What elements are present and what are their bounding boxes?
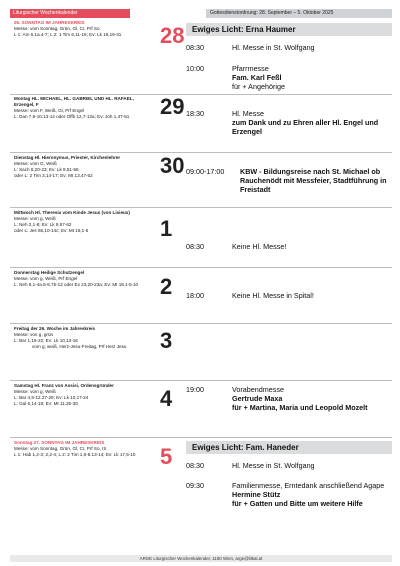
- liturgy-line: oder L: 2 Tim 3,14-17; Ev: Mt 13,47-52: [14, 173, 93, 178]
- day-liturgy-6: [14, 383, 154, 407]
- liturgy-line: L 1: Am 6,1a.4-7; L 2: 1 Tim 6,11-16; Ev: Lk 16,19-31: [14, 32, 122, 37]
- divider: [10, 380, 392, 381]
- eternal-light-banner: [186, 441, 392, 454]
- liturgy-line: Messe: von g, grün: [14, 332, 54, 337]
- eternal-light-text: Ewiges Licht: Erna Haumer: [192, 25, 296, 34]
- liturgy-line: L: Bar 4,5-12.27-29; Ev: Lk 10,17-24: [14, 395, 89, 400]
- liturgy-title: Sonntag 27. SONNTAG IM JAHRESKREIS: [14, 440, 105, 445]
- event-time: 18:00: [186, 291, 204, 300]
- liturgy-title: Donnerstag Heilige Schutzengel: [14, 270, 85, 275]
- liturgy-line: L: Neh 2,1-8; Ev: Lk 9,57-62: [14, 222, 72, 227]
- day-number: 5: [160, 444, 173, 469]
- event-time: 19:00: [186, 385, 204, 394]
- liturgy-line: Messe: vom g, Weiß: [14, 389, 56, 394]
- event-time: 08:30: [186, 461, 204, 470]
- event-text: Hermine Stütz: [232, 490, 281, 500]
- day-liturgy-4: [14, 270, 154, 288]
- liturgy-line: L 1: Hab 1,2-3; 2,2-4; L 2: 2 Tim 1,6-8.13-14; Ev: Lk 17,5-10: [14, 452, 136, 457]
- event-text: Pfarrmesse: [232, 64, 269, 73]
- day-number: 4: [160, 386, 173, 411]
- page-header: [10, 9, 392, 18]
- liturgy-title: Freitag der 26. Woche im Jahreskreis: [14, 326, 96, 331]
- divider: [10, 323, 392, 324]
- liturgy-title: Mittwoch Hl. Theresia vom Kinde Jesus (von Lisieux): [14, 210, 130, 215]
- liturgy-line: Messe: vom g, Weiß, Prf Engel: [14, 276, 78, 281]
- day-number: 1: [160, 216, 173, 241]
- liturgy-line: Messe: vom Sonntag, Grün, Gl, Cr, Prf So: [14, 26, 100, 31]
- event-text: Fam. Karl Feßl: [232, 73, 282, 83]
- day-number: 28: [160, 23, 185, 48]
- event-text: Hl. Messe in St. Wolfgang: [232, 461, 315, 470]
- event-text: KBW - Bildungsreise nach St. Michael ob Rauchenödt mit Messfeier, Stadtführung in Freistadt: [240, 167, 387, 195]
- liturgy-line: L: Bar 1,15-22; Ev: Lk 10,13-16: [14, 338, 78, 343]
- liturgy-line: L: Sach 8,20-23; Ev: Lk 9,51-56: [14, 167, 79, 172]
- day-number: 2: [160, 274, 173, 299]
- liturgy-line: Messe: vom Sonntag, Grün, Gl, Cr, Prf So, IS: [14, 446, 107, 451]
- liturgy-line: Messe: vom G, Weiß: [14, 161, 57, 166]
- divider: [10, 267, 392, 268]
- event-text: Gertrude Maxa: [232, 394, 283, 404]
- event-text: für + Martina, Maria und Leopold Mozelt: [232, 403, 368, 413]
- day-liturgy-7: [14, 440, 154, 458]
- event-text: für + Angehörige: [232, 82, 285, 92]
- day-liturgy-5: [14, 326, 154, 350]
- event-time: 09:00-17:00: [186, 167, 225, 176]
- event-time: 08:30: [186, 43, 204, 52]
- event-text: zum Dank und zu Ehren aller Hl. Engel und Erzengel: [232, 118, 379, 137]
- calendar-title: Liturgischer Wochenkalender: [10, 9, 130, 18]
- calendar-page: [10, 9, 392, 561]
- day-liturgy-3: [14, 210, 154, 234]
- liturgy-title: Dienstag Hl. Hieronymus, Priester, Kirchenlehrer: [14, 155, 121, 160]
- liturgy-title: Samstag Hl. Franz von Assisi, Ordensgründer: [14, 383, 114, 388]
- divider: [10, 94, 392, 95]
- liturgy-line: L: Gal 6,14-18; Ev: Mt 11,25-30: [14, 401, 78, 406]
- liturgy-title: 26. SONNTAG IM JAHRESKREIS: [14, 20, 85, 25]
- day-number: 30: [160, 153, 185, 178]
- day-liturgy-1: [14, 96, 154, 120]
- divider: [10, 152, 392, 153]
- liturgy-title: Montag HL. MICHAEL, HL. GABRIEL UND HL. RAFAEL, Erzengel, F: [14, 96, 134, 107]
- event-text: Familienmesse, Erntedank anschließend Agape: [232, 481, 385, 490]
- divider: [10, 437, 392, 438]
- liturgy-line: vom g, weiß, Herz-Jesu-Freitag, Prf Herz Jesu: [32, 344, 127, 349]
- event-text: Keine Hl. Messe in Spital!: [232, 291, 314, 300]
- liturgy-line: Messe: vom F, Weiß, Gl, Prf Engel: [14, 108, 85, 113]
- liturgy-line: L: Dan 7,9-10.13-14 oder Offb 12,7-12a; Ev: Joh 1,47-51: [14, 114, 130, 119]
- event-time: 18:30: [186, 109, 204, 118]
- day-liturgy-2: [14, 155, 154, 179]
- day-number: 3: [160, 328, 173, 353]
- page-footer: ARGE Liturgischer Wochenkalender, 1180 Wien, arge@litkal.at: [10, 555, 392, 562]
- day-number: 29: [160, 94, 185, 119]
- event-text: Vorabendmesse: [232, 385, 284, 394]
- event-time: 08:30: [186, 242, 204, 251]
- day-liturgy-0: [14, 20, 154, 38]
- event-text: Keine Hl. Messe!: [232, 242, 287, 251]
- eternal-light-banner: [186, 23, 392, 36]
- event-text: für + Gatten und Bitte um weitere Hilfe: [232, 499, 363, 509]
- event-text: Hl. Messe: [232, 109, 264, 118]
- event-time: 09:30: [186, 481, 204, 490]
- liturgy-line: oder L: Jes 66,10-14c; Ev: Mt 18,1-5: [14, 228, 89, 233]
- divider: [10, 207, 392, 208]
- liturgy-line: Messe: vom g, Weiß: [14, 216, 56, 221]
- liturgy-line: L: Neh 8,1-4a.5-6.7b-12 oder Ex 23,20-23a; Ev: Mt 18,1-5.10: [14, 282, 139, 287]
- eternal-light-text: Ewiges Licht: Fam. Haneder: [192, 443, 299, 452]
- event-text: Hl. Messe in St. Wolfgang: [232, 43, 315, 52]
- schedule-title: Gottesdienstordnung: 28. September – 5. Oktober 2025: [206, 9, 392, 18]
- event-time: 10:00: [186, 64, 204, 73]
